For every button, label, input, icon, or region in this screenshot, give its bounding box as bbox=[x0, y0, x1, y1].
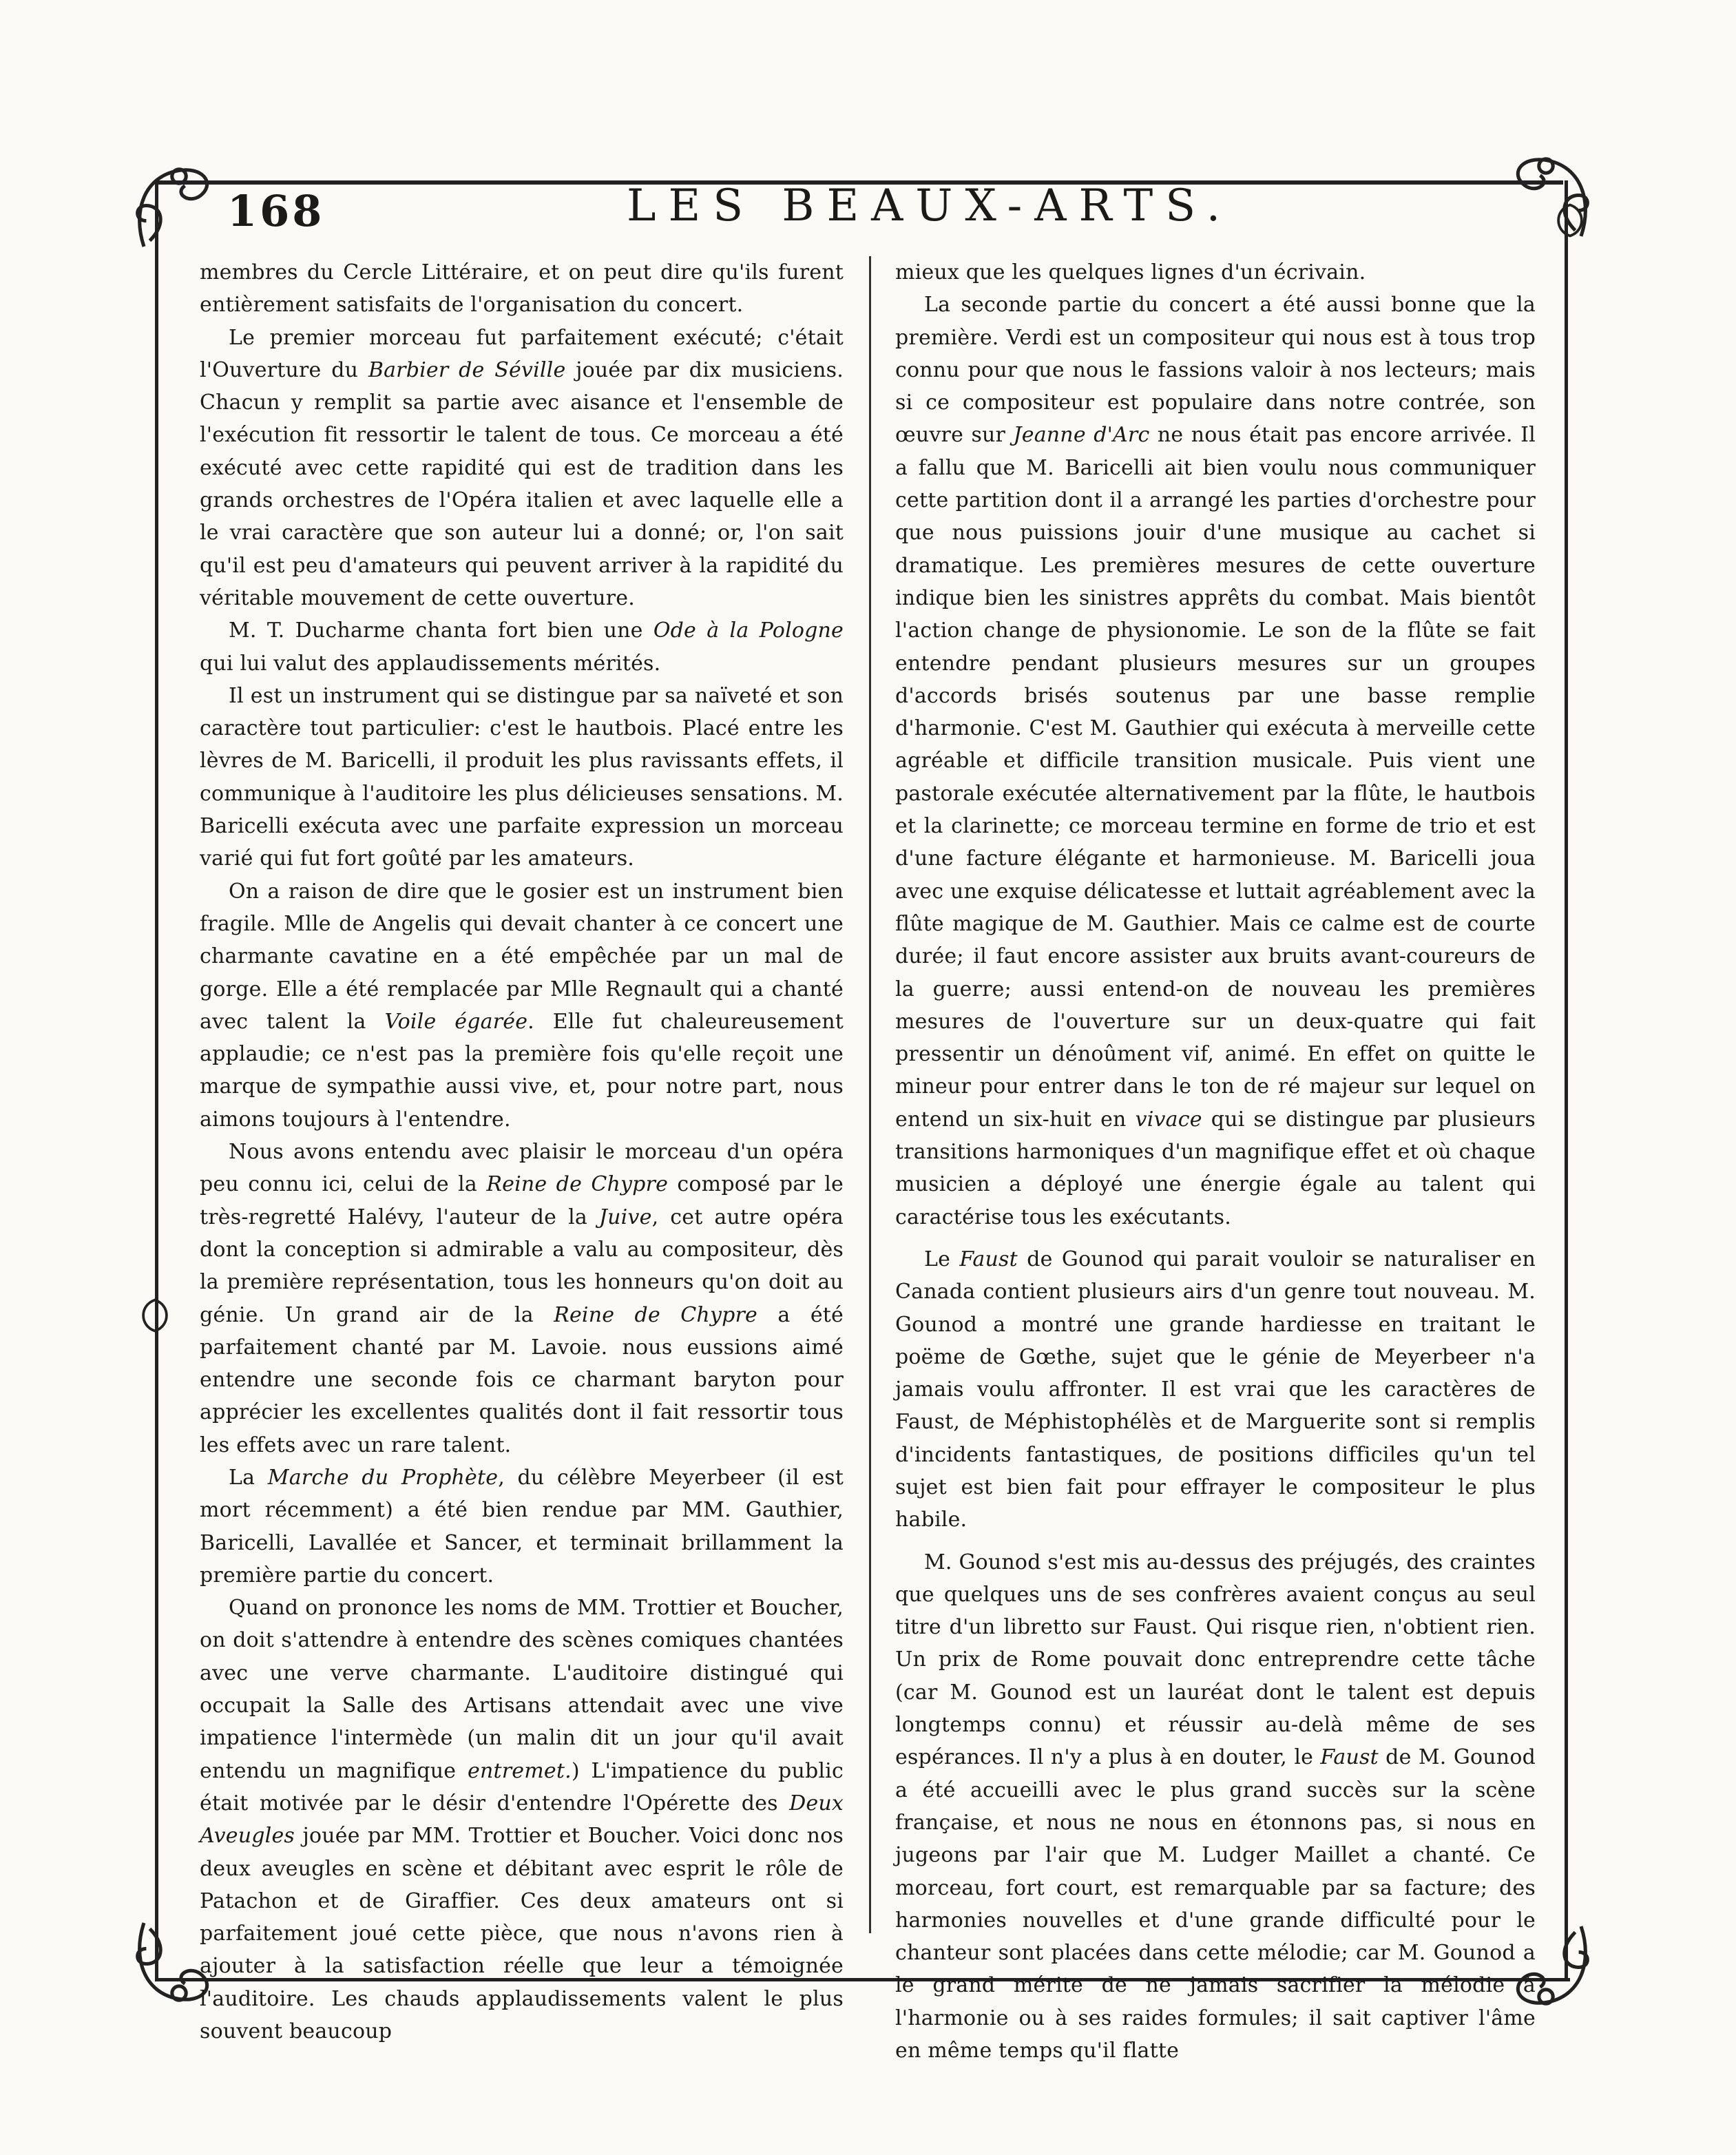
paragraph bbox=[895, 256, 1536, 289]
italic-title-text: Barbier de Séville bbox=[368, 357, 566, 382]
paragraph-text: jouée par MM. Trottier et Boucher. Voici donc nos deux aveugles en scène et débitant avec esprit le rôle de Patachon et de Giraffier. Ces deux amateurs ont si parfaitement joué cette pièce, que nous n'avons rien à ajouter à la satisfaction réelle que leur a témoignée l'auditoire. Les chauds applaudissements valent le plus souvent beaucoup bbox=[200, 1824, 844, 2044]
paragraph-text: de M. Gounod a été accueilli avec le plus grand succès sur la scène française, et nous ne nous en étonnons pas, si nous en jugeons par l'air que M. Ludger Maillet a chanté. Ce morceau, fort court, est remarquable par sa facture; des harmonies nouvelles et d'une grande difficulté pour le chanteur sont placées dans cette mélodie; car M. Gounod a le grand mérite de ne jamais sacrifier la mélodie à l'harmonie ou à ses raides formules; il sait captiver l'âme en même temps qu'il flatte bbox=[895, 1745, 1536, 2063]
paragraph-text: ne nous était pas encore arrivée. Il a fallu que M. Baricelli ait bien voulu nous communiquer cette partition dont il a arrangé les parties d'orchestre pour que nous puissions jouir d'une musique au cachet si dramatique. Les premières mesures de cette ouverture indique bien les sinistres apprêts du combat. Mais bientôt l'action change de physionomie. Le son de la flûte se fait entendre pendant plusieurs mesures sur un groupes d'accords brisés soutenus par une basse remplie d'harmonie. C'est M. Gauthier qui exécuta à merveille cette agréable et difficile transition musicale. Puis vient une pastorale exécutée alternativement par la flûte, le hautbois et la clarinette; ce morceau termine en forme de trio et est d'une facture élégante et harmonieuse. M. Baricelli joua avec une exquise délicatesse et luttait agréablement avec la flûte magique de M. Gauthier. Mais ce calme est de courte durée; il faut encore assister aux bruits avant-coureurs de la guerre; aussi entend-on de nouveau les premières mesures de l'ouverture sur un deux-quatre qui fait pressentir un dénoûment vif, animé. En effet on quitte le mineur pour entrer dans le ton de ré majeur sur lequel on entend un six-huit en bbox=[895, 423, 1536, 1132]
paragraph bbox=[200, 322, 844, 615]
paragraph-text: On a raison de dire que le gosier est un instrument bien fragile. Mlle de Angelis qui devait chanter à ce concert une charmante cavatine en a été empêchée par un mal de gorge. Elle a été remplacée par Mlle Regnault qui a chanté avec talent la bbox=[200, 879, 844, 1034]
italic-title-text: Marche du Prophète bbox=[267, 1465, 499, 1490]
italic-title-text: Faust bbox=[1320, 1745, 1379, 1770]
paragraph-text: membres du Cercle Littéraire, et on peut dire qu'ils furent entièrement satisfaits de l'organisation du concert. bbox=[200, 260, 844, 317]
italic-title-text: vivace bbox=[1135, 1107, 1202, 1132]
corner-ornament-top-left bbox=[121, 141, 238, 258]
paragraph-text: La seconde partie du concert a été aussi bonne que la première. Verdi est un compositeur qui nous est à tous trop connu pour que nous le fassions valoir à nos lecteurs; mais si ce compositeur est populaire dans notre contrée, son œuvre sur bbox=[895, 293, 1536, 448]
italic-title-text: Juive bbox=[598, 1205, 652, 1229]
side-ornament-left bbox=[134, 1295, 176, 1336]
paragraph-text: qui lui valut des applaudissements mérités. bbox=[200, 651, 661, 676]
paragraph-text: Le premier morceau fut parfaitement exécuté; c'était l'Ouverture du bbox=[200, 325, 844, 382]
paragraph-text: M. T. Ducharme chanta fort bien une bbox=[229, 618, 653, 643]
paragraph-text: de Gounod qui parait vouloir se naturaliser en Canada contient plusieurs airs d'un genre tout nouveau. M. Gounod a montré une grande hardiesse en traitant le poëme de Gœthe, sujet que le génie de Meyerbeer n'a jamais voulu affronter. Il est vrai que les caractères de Faust, de Méphistophélès et de Marguerite sont si remplis d'incidents fantastiques, de positions difficiles qu'un tel sujet est bien fait pour effrayer le compositeur le plus habile. bbox=[895, 1247, 1536, 1532]
paragraph bbox=[895, 289, 1536, 1233]
paragraph-text: a été parfaitement chanté par M. Lavoie. nous eussions aimé entendre une seconde fois ce charmant baryton pour apprécier les excellentes qualités dont il fait ressortir tous les effets avec un rare talent. bbox=[200, 1302, 844, 1457]
paragraph bbox=[200, 875, 844, 1136]
paragraph-text: Nous avons entendu avec plaisir le morceau d'un opéra peu connu ici, celui de la bbox=[200, 1140, 844, 1197]
paragraph bbox=[200, 680, 844, 875]
paragraph-text: La bbox=[229, 1465, 268, 1490]
paragraph-text: Le bbox=[924, 1247, 960, 1271]
paragraph bbox=[895, 1546, 1536, 2068]
column-divider-rule bbox=[869, 256, 871, 1933]
paragraph-text: composé par le très-regretté Halévy, l'auteur de la bbox=[200, 1172, 844, 1229]
paragraph bbox=[200, 614, 844, 680]
italic-title-text: Deux Aveugles bbox=[200, 1791, 844, 1849]
right-border-rule bbox=[1565, 180, 1568, 1981]
paragraph-text: mieux que les quelques lignes d'un écrivain. bbox=[895, 260, 1366, 284]
left-text-column bbox=[200, 256, 844, 2048]
paragraph-text: Il est un instrument qui se distingue par sa naïveté et son caractère tout particulier: c'est le hautbois. Placé entre les lèvres de M. Baricelli, il produit les plus ravissants effets, il communique à l'auditoire les plus délicieuses sensations. M. Baricelli exécuta avec une parfaite expression un morceau varié qui fut fort goûté par les amateurs. bbox=[200, 683, 844, 871]
italic-title-text: Reine de Chypre bbox=[486, 1172, 669, 1197]
paragraph-text: , du célèbre Meyerbeer (il est mort récemment) a été bien rendue par MM. Gauthier, Baricelli, Lavallée et Sancer, et terminait brillamment la première partie du concert. bbox=[200, 1465, 844, 1587]
left-border-rule bbox=[155, 180, 158, 1981]
paragraph-text: . Elle fut chaleureusement applaudie; ce n'est pas la première fois qu'elle reçoit une marque de sympathie aussi vive, et, pour notre part, nous aimons toujours à l'entendre. bbox=[200, 1009, 844, 1132]
paragraph-text: M. Gounod s'est mis au-dessus des préjugés, des craintes que quelques uns de ses confrères avaient conçus au seul titre d'un libretto sur Faust. Qui risque rien, n'obtient rien. Un prix de Rome pouvait donc entreprendre cette tâche (car M. Gounod est un lauréat dont le talent est depuis longtemps connu) et réussir au-delà même de ses espérances. Il n'y a plus à en douter, le bbox=[895, 1550, 1536, 1770]
paragraph-text: jouée par dix musiciens. Chacun y remplit sa partie avec aisance et l'ensemble de l'exécution fit ressortir le talent de tous. Ce morceau a été exécuté avec cette rapidité qui est de tradition dans les grands orchestres de l'Opéra italien et avec laquelle elle a le vrai caractère que son auteur lui a donné; or, l'on sait qu'il est peu d'amateurs qui peuvent arriver à la rapidité du véritable mouvement de cette ouverture. bbox=[200, 357, 844, 610]
italic-title-text: Voile égarée bbox=[384, 1009, 528, 1034]
paragraph-text: ) L'impatience du public était motivée par le désir d'entendre l'Opérette des bbox=[200, 1758, 844, 1815]
paragraph bbox=[200, 1592, 844, 2048]
right-text-column bbox=[895, 256, 1536, 2067]
running-title: LES BEAUX-ARTS. bbox=[627, 180, 1233, 231]
side-ornament-right bbox=[1549, 200, 1591, 241]
paragraph-text: , cet autre opéra dont la conception si admirable a valu au compositeur, dès la première représentation, tous les honneurs qu'on doit au génie. Un grand air de la bbox=[200, 1205, 844, 1327]
paragraph bbox=[200, 256, 844, 322]
italic-title-text: Jeanne d'Arc bbox=[1013, 423, 1150, 448]
paragraph bbox=[895, 1243, 1536, 1537]
italic-title-text: Faust bbox=[959, 1247, 1018, 1271]
italic-title-text: Reine de Chypre bbox=[554, 1302, 757, 1327]
page-number: 168 bbox=[227, 186, 325, 236]
paragraph-text: Quand on prononce les noms de MM. Trottier et Boucher, on doit s'attendre à entendre des scènes comiques chantées avec une verve charmante. L'auditoire distingué qui occupait la Salle des Artisans attendait avec une vive impatience l'intermède (un malin dit un jour qu'il avait entendu un magnifique bbox=[200, 1596, 844, 1783]
italic-title-text: Ode à la Pologne bbox=[653, 618, 844, 643]
paragraph bbox=[200, 1461, 844, 1592]
italic-title-text: entremet. bbox=[468, 1758, 572, 1783]
paragraph-text: qui se distingue par plusieurs transitions harmoniques d'un magnifique effet et où chaque musicien a déployé une énergie égale au talent qui caractérise tous les exécutants. bbox=[895, 1107, 1536, 1229]
paragraph bbox=[200, 1136, 844, 1461]
